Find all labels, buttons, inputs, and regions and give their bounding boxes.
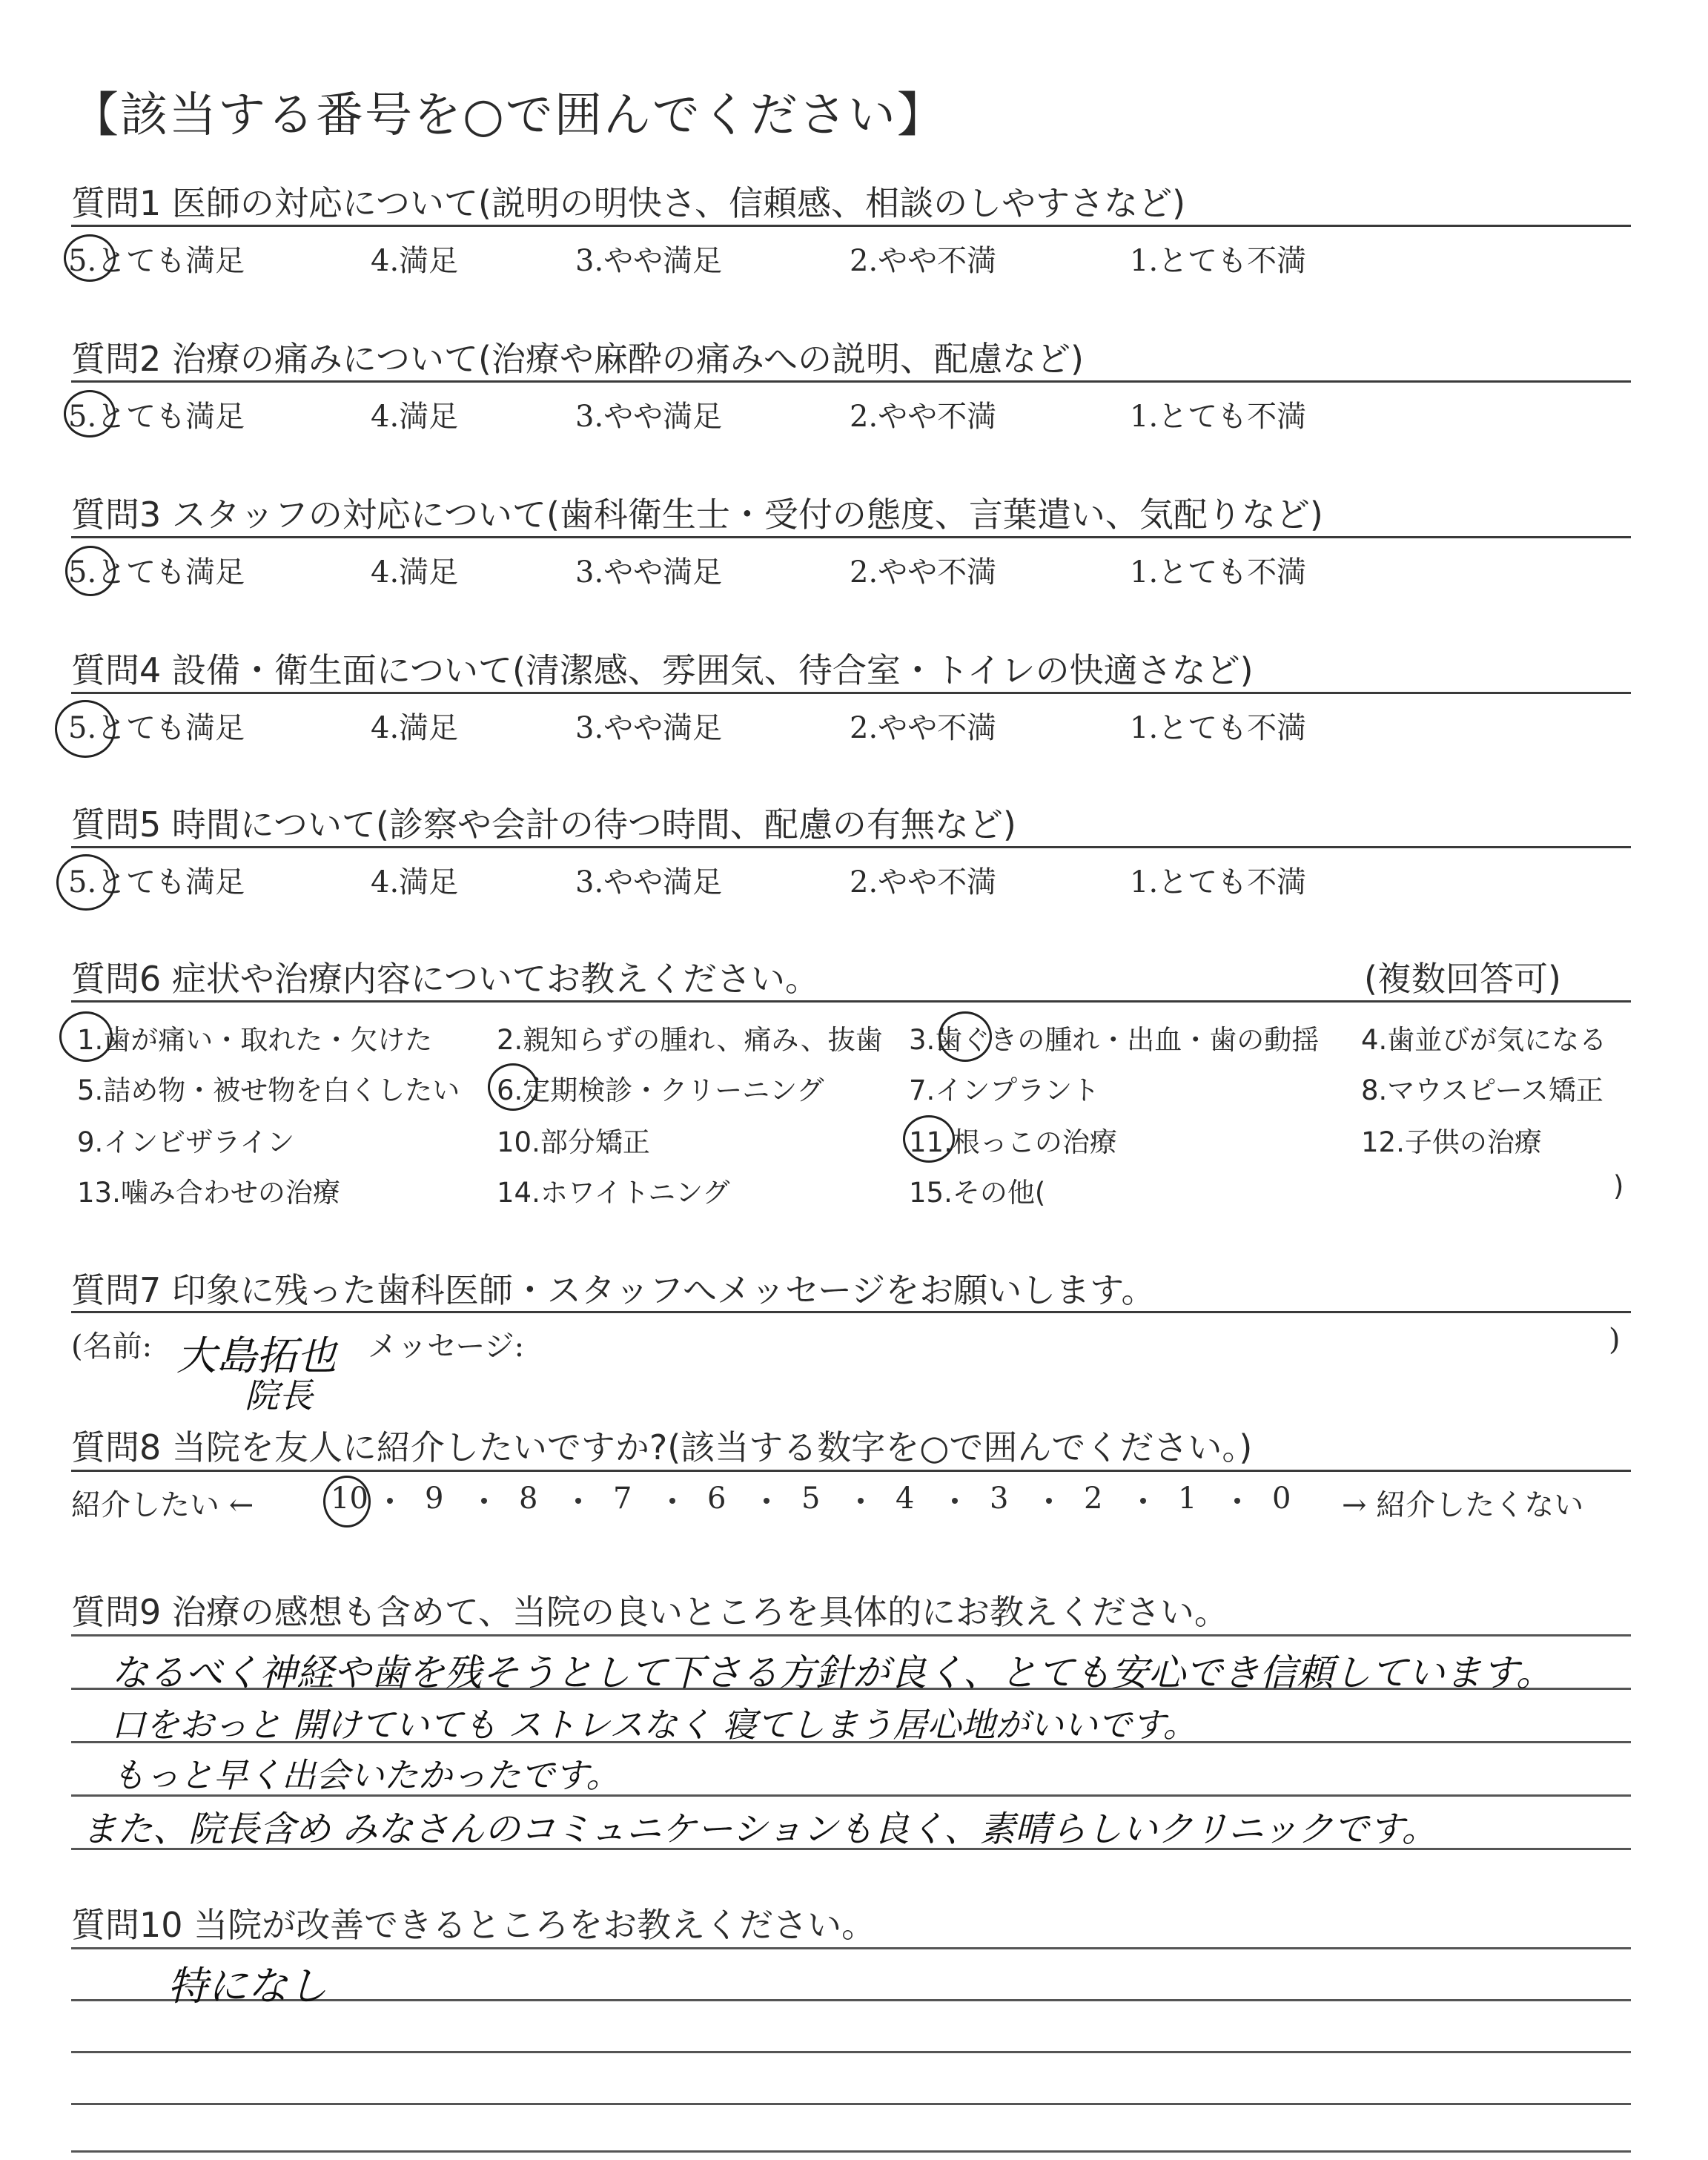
scale-value-6[interactable]: 6 [707, 1482, 726, 1516]
option-3[interactable]: 3.やや満足 [575, 244, 723, 278]
handwritten-answer-line-4[interactable]: また、院長含め みなさんのコミュニケーションも良く、素晴らしいクリニックです。 [82, 1809, 1437, 1850]
message-close-paren: ) [1609, 1323, 1621, 1357]
option-5[interactable]: 5.とても満足 [68, 865, 245, 899]
name-label: (名前: [71, 1330, 153, 1364]
scale-separator-dot [575, 1498, 581, 1504]
symptom-option-3[interactable]: 3.歯ぐきの腫れ・出血・歯の動揺 [909, 1024, 1320, 1056]
handwritten-answer-line-2[interactable]: 口をおっと 開けていても ストレスなく 寝てしまう居心地がいいです。 [111, 1705, 1197, 1745]
scale-value-4[interactable]: 4 [896, 1482, 915, 1516]
answer-line [71, 1947, 1631, 1949]
symptom-option-15[interactable]: 15.その他( [909, 1177, 1046, 1209]
scale-separator-dot [1046, 1498, 1052, 1504]
scale-value-10[interactable]: 10 [331, 1482, 368, 1516]
question-title: 質問5 時間について(診察や会計の待つ時間、配慮の有無など) [71, 805, 1016, 845]
scale-separator-dot [1234, 1498, 1240, 1504]
other-close-paren: ) [1613, 1170, 1624, 1202]
option-4[interactable]: 4.満足 [371, 555, 459, 589]
question-title: 質問9 治療の感想も含めて、当院の良いところを具体的にお教えください。 [71, 1592, 1228, 1632]
scale-separator-dot [387, 1498, 393, 1504]
option-1[interactable]: 1.とても不満 [1130, 865, 1307, 899]
handwritten-answer-line-3[interactable]: もっと早く出会いたかったです。 [111, 1755, 620, 1795]
option-5[interactable]: 5.とても満足 [68, 555, 245, 589]
option-4[interactable]: 4.満足 [371, 865, 459, 899]
option-2[interactable]: 2.やや不満 [850, 555, 997, 589]
option-4[interactable]: 4.満足 [371, 711, 459, 745]
scale-value-0[interactable]: 0 [1272, 1482, 1291, 1516]
divider [71, 1470, 1631, 1472]
divider [71, 225, 1631, 227]
selection-circle [65, 546, 116, 596]
question-title: 質問7 印象に残った歯科医師・スタッフへメッセージをお願いします。 [71, 1270, 1156, 1310]
question-title: 質問1 医師の対応について(説明の明快さ、信頼感、相談のしやすさなど) [71, 183, 1186, 223]
handwritten-name[interactable]: 大島拓也 [176, 1332, 337, 1379]
question-title: 質問10 当院が改善できるところをお教えください。 [71, 1905, 876, 1945]
scale-separator-dot [764, 1498, 769, 1504]
symptom-option-12[interactable]: 12.子供の治療 [1361, 1126, 1542, 1158]
divider [71, 380, 1631, 383]
option-4[interactable]: 4.満足 [371, 400, 459, 434]
handwritten-answer[interactable]: 特になし [168, 1963, 328, 2009]
symptom-option-13[interactable]: 13.噛み合わせの治療 [77, 1177, 340, 1209]
question-title: 質問6 症状や治療内容についてお教えください。 [71, 959, 819, 999]
scale-separator-dot [481, 1498, 487, 1504]
divider [71, 536, 1631, 538]
selection-circle [59, 1011, 113, 1062]
symptom-option-10[interactable]: 10.部分矯正 [497, 1126, 650, 1158]
answer-line [71, 2051, 1631, 2053]
option-5[interactable]: 5.とても満足 [68, 244, 245, 278]
option-3[interactable]: 3.やや満足 [575, 711, 723, 745]
selection-circle [55, 700, 116, 758]
selection-circle [903, 1115, 955, 1163]
symptom-option-7[interactable]: 7.インプラント [909, 1074, 1100, 1106]
scale-value-7[interactable]: 7 [613, 1482, 632, 1516]
option-2[interactable]: 2.やや不満 [850, 400, 997, 434]
message-label: メッセージ: [368, 1330, 525, 1364]
symptom-option-9[interactable]: 9.インビザライン [77, 1126, 295, 1158]
recommend-left-label: 紹介したい ← [71, 1488, 254, 1522]
scale-separator-dot [1140, 1498, 1146, 1504]
question-title: 質問4 設備・衛生面について(清潔感、雰囲気、待合室・トイレの快適さなど) [71, 650, 1254, 690]
symptom-option-1[interactable]: 1.歯が痛い・取れた・欠けた [77, 1024, 433, 1056]
selection-circle [64, 390, 116, 437]
option-2[interactable]: 2.やや不満 [850, 865, 997, 899]
question-title: 質問3 スタッフの対応について(歯科衛生士・受付の態度、言葉遣い、気配りなど) [71, 495, 1323, 535]
answer-line [71, 2103, 1631, 2105]
scale-value-3[interactable]: 3 [990, 1482, 1009, 1516]
question-title: 質問2 治療の痛みについて(治療や麻酔の痛みへの説明、配慮など) [71, 339, 1084, 379]
selection-circle [64, 234, 116, 282]
question-title: 質問8 当院を友人に紹介したいですか?(該当する数字を○で囲んでください。) [71, 1427, 1253, 1467]
option-5[interactable]: 5.とても満足 [68, 711, 245, 745]
divider [71, 692, 1631, 694]
option-3[interactable]: 3.やや満足 [575, 555, 723, 589]
symptom-option-5[interactable]: 5.詰め物・被せ物を白くしたい [77, 1074, 460, 1106]
symptom-option-6[interactable]: 6.定期検診・クリーニング [497, 1074, 824, 1106]
scale-separator-dot [952, 1498, 958, 1504]
page-title: 【該当する番号を○で囲んでください】 [71, 88, 946, 143]
answer-line [71, 1634, 1631, 1636]
divider [71, 1000, 1631, 1003]
selection-circle [488, 1063, 538, 1111]
handwritten-answer-line-1[interactable]: なるべく神経や歯を残そうとして下さる方針が良く、とても安心でき信頼しています。 [111, 1651, 1553, 1694]
symptom-option-2[interactable]: 2.親知らずの腫れ、痛み、抜歯 [497, 1024, 883, 1056]
option-5[interactable]: 5.とても満足 [68, 400, 245, 434]
handwritten-name-suffix: 院長 [245, 1375, 313, 1416]
scale-separator-dot [858, 1498, 864, 1504]
option-2[interactable]: 2.やや不満 [850, 244, 997, 278]
symptom-option-14[interactable]: 14.ホワイトニング [497, 1177, 730, 1209]
option-3[interactable]: 3.やや満足 [575, 400, 723, 434]
symptom-option-11[interactable]: 11.根っこの治療 [909, 1126, 1117, 1158]
scale-value-5[interactable]: 5 [801, 1482, 821, 1516]
option-1[interactable]: 1.とても不満 [1130, 711, 1307, 745]
option-1[interactable]: 1.とても不満 [1130, 244, 1307, 278]
multiple-answer-note: (複数回答可) [1364, 959, 1561, 999]
option-1[interactable]: 1.とても不満 [1130, 555, 1307, 589]
symptom-option-4[interactable]: 4.歯並びが気になる [1361, 1024, 1607, 1056]
scale-value-2[interactable]: 2 [1084, 1482, 1103, 1516]
scale-value-1[interactable]: 1 [1178, 1482, 1197, 1516]
divider [71, 846, 1631, 848]
option-1[interactable]: 1.とても不満 [1130, 400, 1307, 434]
divider [71, 1311, 1631, 1313]
recommend-right-label: → 紹介したくない [1342, 1488, 1584, 1522]
answer-line [71, 2150, 1631, 2153]
scale-value-9[interactable]: 9 [425, 1482, 444, 1516]
symptom-option-8[interactable]: 8.マウスピース矯正 [1361, 1074, 1603, 1106]
selection-circle [939, 1011, 992, 1062]
option-4[interactable]: 4.満足 [371, 244, 459, 278]
option-3[interactable]: 3.やや満足 [575, 865, 723, 899]
scale-value-8[interactable]: 8 [519, 1482, 538, 1516]
selection-circle [323, 1476, 371, 1527]
selection-circle [56, 854, 116, 911]
option-2[interactable]: 2.やや不満 [850, 711, 997, 745]
scale-separator-dot [669, 1498, 675, 1504]
